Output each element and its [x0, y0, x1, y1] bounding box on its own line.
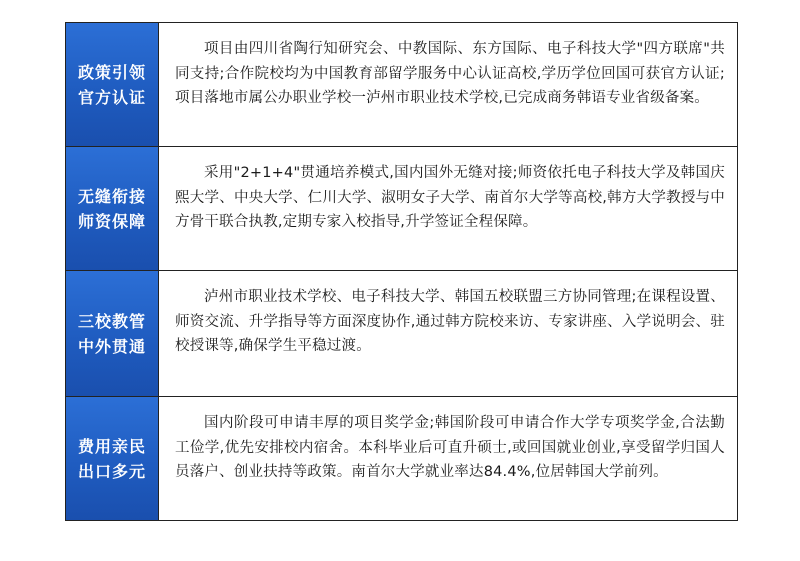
row-label-line: 师资保障 — [77, 211, 146, 231]
row-label — [66, 271, 159, 396]
row-label-line: 官方认证 — [77, 87, 146, 107]
row-label-line: 费用亲民 — [77, 436, 146, 456]
row-content: 项目由四川省陶行知研究会、中教国际、东方国际、电子科技大学"四方联席"共同支持;合作院校均为中国教育部留学服务中心认证高校,学历学位回国可获官方认证;项目落地市属公办职业学校一泸州市职业技术学校,已完成商务韩语专业省级备案。 — [175, 41, 725, 106]
feature-row-management — [66, 271, 737, 397]
row-label-line: 三校教管 — [77, 311, 146, 331]
feature-row-faculty — [66, 147, 737, 271]
row-label-line: 政策引领 — [77, 62, 146, 82]
row-content: 泸州市职业技术学校、电子科技大学、韩国五校联盟三方协同管理;在课程设置、师资交流、升学指导等方面深度协作,通过韩方院校来访、专家讲座、入学说明会、驻校授课等,确保学生平稳过渡。 — [175, 289, 725, 354]
row-label-line: 中外贯通 — [77, 336, 146, 356]
feature-row-cost — [66, 397, 737, 521]
row-label — [66, 23, 159, 146]
row-label — [66, 397, 159, 520]
feature-table — [65, 22, 738, 521]
row-content: 国内阶段可申请丰厚的项目奖学金;韩国阶段可申请合作大学专项奖学金,合法勤工俭学,优先安排校内宿舍。本科毕业后可直升硕士,或回国就业创业,享受留学归国人员落户、创业扶持等政策。南首尔大学就业率达84.4%,位居韩国大学前列。 — [175, 415, 725, 480]
row-label-line: 出口多元 — [77, 461, 146, 481]
feature-row-policy — [66, 23, 737, 147]
row-label-line: 无缝衔接 — [77, 186, 146, 206]
row-label — [66, 147, 159, 270]
row-content: 采用"2+1+4"贯通培养模式,国内国外无缝对接;师资依托电子科技大学及韩国庆熙大学、中央大学、仁川大学、淑明女子大学、南首尔大学等高校,韩方大学教授与中方骨干联合执教,定期专家入校指导,升学签证全程保障。 — [175, 165, 725, 230]
